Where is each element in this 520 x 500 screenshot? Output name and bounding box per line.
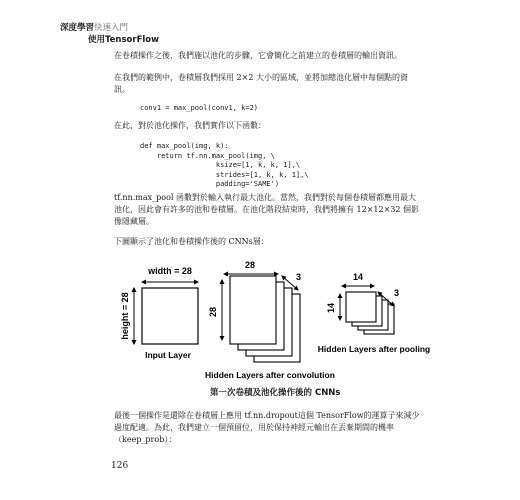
input-layer-figure [120, 266, 198, 360]
pool-label: Hidden Layers after pooling [317, 344, 430, 354]
paragraph-1: 在卷積操作之後，我們施以池化的步驟，它會簡化之前建立的卷積層的輸出資訊。 [114, 51, 402, 60]
conv-label: Hidden Layers after convolution [205, 370, 335, 380]
pool-size-top-label: 14 [352, 272, 364, 282]
running-header [60, 22, 159, 46]
pool-size-side-label: 14 [326, 302, 336, 314]
paragraph-2: 在我們的範例中，卷積層我們採用 2×2 大小的區域，並將加總池化層中每個點的資訊。 [114, 73, 408, 94]
page-number: 126 [111, 461, 129, 471]
code-line-1: conv1 = max_pool(conv1, k=2) [140, 104, 259, 112]
pool-depth-label: 3 [394, 288, 400, 298]
paragraph-6: 最後一個操作是還除在卷積層上應用 tf.nn.dropout這個 TensorFlow的運算子來減少過度配適。為此，我們建立一個預留位，用於保持神經元輸出在丟棄期間的機率（keep_prob）： [114, 411, 420, 444]
book-subtitle: 使用TensorFlow [88, 35, 159, 45]
pool-stack-figure [318, 272, 430, 354]
conv-size-top-label: 28 [244, 260, 256, 270]
book-title-bold: 深度學習 [60, 23, 95, 33]
conv-stack-figure [205, 260, 335, 380]
pool-layer-1 [346, 292, 376, 322]
paragraph-5: 下圖顯示了池化和卷積操作後的 CNNs層： [114, 237, 269, 246]
book-title-rest: 快速入門 [94, 23, 129, 33]
conv-size-side-label: 28 [208, 306, 218, 318]
width-label: width = 28 [148, 266, 192, 276]
paragraph-3: 在此，對於池化操作，我們實作以下函數： [114, 121, 266, 130]
conv-depth-label: 3 [296, 272, 302, 282]
conv-layer-1 [230, 276, 276, 344]
paragraph-4: tf.nn.max_pool 函數對於輸入執行最大池化。當然，我們對於每個卷積層都應用最大池化，因此會有許多的池和卷積層。在池化階段結束時，我們將擁有 12×12×32 個影像隱藏層。 [114, 193, 420, 226]
figure-caption: 第一次卷積及池化操作後的 CNNs [210, 388, 341, 398]
height-label: height = 28 [120, 292, 130, 340]
book-title [60, 22, 159, 34]
input-layer-box [142, 288, 198, 344]
cnn-diagram [110, 256, 430, 406]
code-block-2: def max_pool(img, k): return tf.nn.max_pool(img, \ ksize=[1, k, k, 1],\ strides=[1, k, k, 1],\ padding='SAME') [140, 142, 309, 188]
input-layer-label: Input Layer [145, 350, 191, 360]
